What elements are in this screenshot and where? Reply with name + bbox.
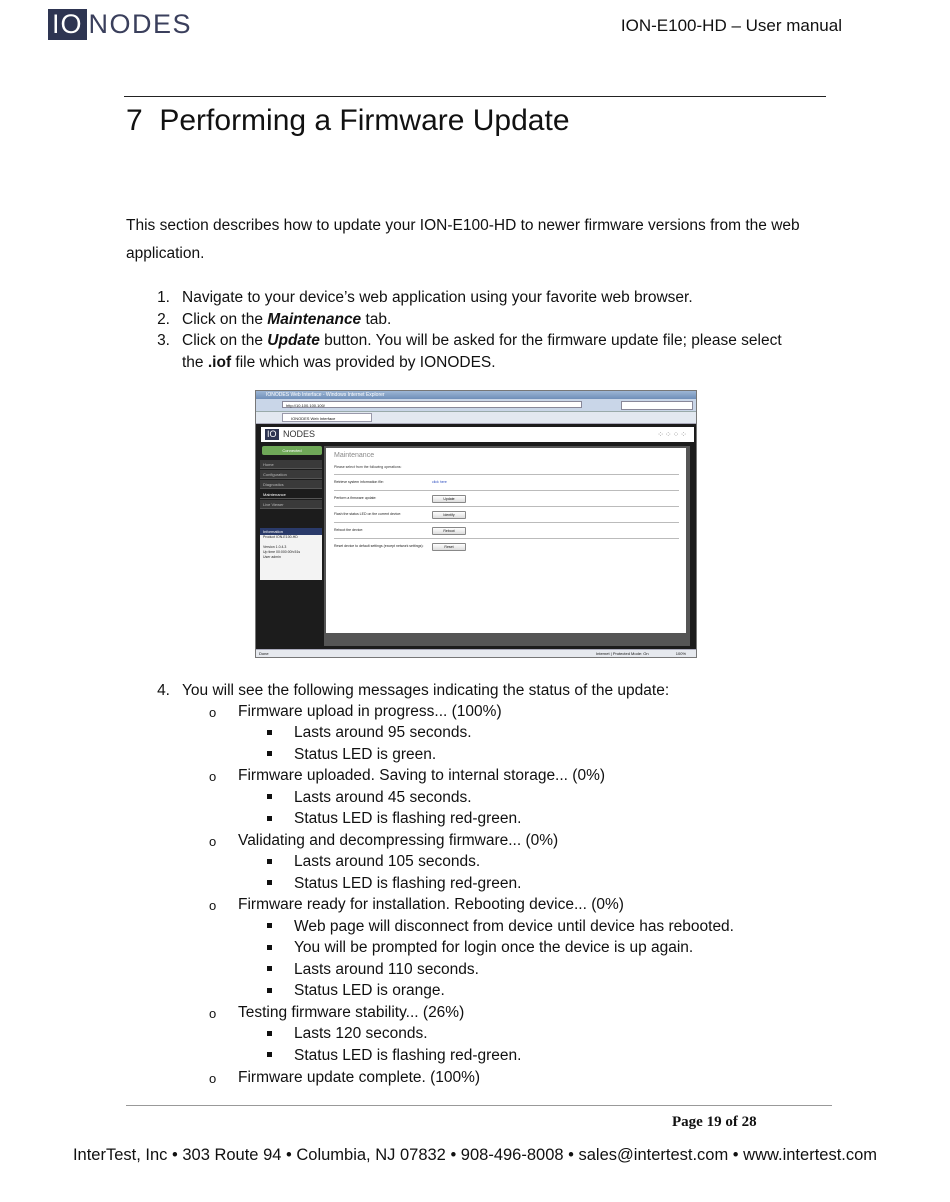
browser-tabbar xyxy=(256,412,696,424)
step-text-post: button. You will be asked for the firmware update file; please select xyxy=(319,332,782,349)
info-line: Product ION-E100-HD xyxy=(263,535,298,539)
maintenance-row xyxy=(334,474,679,490)
square-bullet-icon xyxy=(267,880,272,885)
step-text: Navigate to your device’s web application using your favorite web browser. xyxy=(182,289,693,306)
app-area xyxy=(256,424,696,649)
square-bullet-icon xyxy=(267,966,272,971)
row-label: Reset device to default settings (except network settings): xyxy=(334,544,424,548)
row-label: Flash the status LED on the current device: xyxy=(334,512,402,516)
step-text-pre: Click on the xyxy=(182,332,268,349)
app-logo-text: NODES xyxy=(283,429,316,439)
section-heading xyxy=(126,104,570,138)
update-button: Update xyxy=(432,495,466,503)
document-title: ION-E100-HD – User manual xyxy=(620,16,842,35)
info-line: Up time 00:000:00h:51s xyxy=(263,550,301,554)
circle-bullet-icon: o xyxy=(209,1006,217,1021)
app-sidebar xyxy=(260,446,322,646)
message-detail: You will be prompted for login once the device is up again. xyxy=(294,939,694,956)
app-logo-box: IO xyxy=(267,429,277,439)
square-bullet-icon xyxy=(267,730,272,735)
message-detail: Lasts around 110 seconds. xyxy=(294,961,479,978)
click-here-link: click here xyxy=(432,480,447,484)
footer-divider xyxy=(126,1105,832,1106)
circle-bullet-icon: o xyxy=(209,834,217,849)
page-number: Page 19 of 28 xyxy=(672,1114,757,1130)
maintenance-row xyxy=(334,522,679,538)
square-bullet-icon xyxy=(267,794,272,799)
nav-maintenance: Maintenance xyxy=(260,490,322,499)
circle-bullet-icon: o xyxy=(209,769,217,784)
message-detail: Lasts around 45 seconds. xyxy=(294,789,472,806)
message-detail: Lasts around 95 seconds. xyxy=(294,724,472,741)
info-box xyxy=(260,528,322,580)
maintenance-row xyxy=(334,506,679,522)
square-bullet-icon xyxy=(267,859,272,864)
step-2 xyxy=(154,309,834,331)
app-main xyxy=(324,446,690,646)
message-detail: Status LED is orange. xyxy=(294,982,445,999)
step-text xyxy=(182,309,391,331)
status-message: Validating and decompressing firmware... (0%) xyxy=(238,832,559,849)
logo-box: IO xyxy=(48,9,87,40)
message-detail: Lasts 120 seconds. xyxy=(294,1025,428,1042)
message-detail: Web page will disconnect from device until device has rebooted. xyxy=(294,918,734,935)
circle-bullet-icon: o xyxy=(209,1071,217,1086)
step-bold: .iof xyxy=(207,353,232,371)
message-detail: Status LED is green. xyxy=(294,746,437,763)
maintenance-row xyxy=(334,538,679,554)
company-footer: InterTest, Inc • 303 Route 94 • Columbia, NJ 07832 • 908-496-8008 • sales@intertest.com • www.intertest.com xyxy=(72,1146,878,1164)
connected-badge: Connected xyxy=(262,446,322,455)
nav-home: Home xyxy=(260,460,322,469)
message-detail: Status LED is flashing red-green. xyxy=(294,875,522,892)
step-4 xyxy=(154,680,834,702)
message-detail: Status LED is flashing red-green. xyxy=(294,810,522,827)
browser-addressbar xyxy=(256,399,696,412)
step-3 xyxy=(154,330,834,373)
circle-bullet-icon: o xyxy=(209,705,217,720)
status-text: Done xyxy=(259,651,269,656)
status-message: Firmware uploaded. Saving to internal storage... (0%) xyxy=(238,767,606,784)
browser-tab: IONODES Web Interface xyxy=(282,413,372,422)
status-zoom: 100% xyxy=(675,651,686,656)
section-title: Performing a Firmware Update xyxy=(159,104,570,137)
square-bullet-icon xyxy=(267,816,272,821)
browser-search-field xyxy=(621,401,693,410)
square-bullet-icon xyxy=(267,1052,272,1057)
status-message: Firmware upload in progress... (100%) xyxy=(238,703,502,720)
step-text-line2-pre: the xyxy=(182,353,208,371)
step-number: 1. xyxy=(157,289,170,306)
step-emphasis: Update xyxy=(267,332,320,349)
step-text-line2-post: file which was provided by IONODES. xyxy=(231,353,496,371)
app-decoration: ⁘⁘⁘⁘ xyxy=(657,430,688,439)
info-line: Version 1.0.4.3 xyxy=(263,545,287,549)
step-text: You will see the following messages indicating the status of the update: xyxy=(182,682,670,699)
square-bullet-icon xyxy=(267,1031,272,1036)
square-bullet-icon xyxy=(267,988,272,993)
message-detail: Status LED is flashing red-green. xyxy=(294,1047,522,1064)
section-number: 7 xyxy=(126,104,143,137)
step-number: 3. xyxy=(157,332,170,349)
reboot-button: Reboot xyxy=(432,527,466,535)
identify-button: Identify xyxy=(432,511,466,519)
square-bullet-icon xyxy=(267,923,272,928)
message-detail: Lasts around 105 seconds. xyxy=(294,853,481,870)
square-bullet-icon xyxy=(267,945,272,950)
nav-diagnostics: Diagnostics xyxy=(260,480,322,489)
info-title: Information xyxy=(260,528,322,535)
panel-title: Maintenance xyxy=(334,452,375,459)
step-text-pre: Click on the xyxy=(182,310,268,328)
header-divider xyxy=(124,96,826,97)
reset-button: Reset xyxy=(432,543,466,551)
browser-statusbar xyxy=(256,649,696,657)
status-zone: Internet | Protected Mode: On xyxy=(596,651,649,656)
nav-live-viewer: Live Viewer xyxy=(260,500,322,509)
row-label: Reboot the device: xyxy=(334,528,364,532)
step-1 xyxy=(154,287,834,309)
step-text-post: tab. xyxy=(361,310,392,328)
web-interface-screenshot xyxy=(255,390,697,658)
panel-subtitle: Please select from the following operations: xyxy=(334,465,402,469)
ionodes-logo xyxy=(48,8,192,40)
row-label: Retrieve system information file: xyxy=(334,480,384,484)
step-emphasis: Maintenance xyxy=(267,310,362,328)
intro-paragraph: This section describes how to update your ION-E100-HD to newer firmware versions from the web application. xyxy=(126,217,800,262)
status-message: Firmware ready for installation. Rebooting device... (0%) xyxy=(238,896,624,913)
status-message: Firmware update complete. (100%) xyxy=(238,1069,481,1086)
step-number: 4. xyxy=(157,682,170,699)
app-logo-bar xyxy=(261,427,694,442)
browser-titlebar: IONODES Web Interface - Windows Internet Explorer xyxy=(256,391,696,399)
address-field: http://10.100.100.100/ xyxy=(282,401,582,408)
square-bullet-icon xyxy=(267,751,272,756)
step-number: 2. xyxy=(157,310,170,328)
maintenance-row xyxy=(334,490,679,506)
status-message: Testing firmware stability... (26%) xyxy=(238,1004,465,1021)
row-label: Perform a firmware update: xyxy=(334,496,377,500)
info-line: User admin xyxy=(263,555,281,559)
nav-configuration: Configuration xyxy=(260,470,322,479)
step-text xyxy=(182,330,782,373)
logo-text: NODES xyxy=(88,8,193,39)
circle-bullet-icon: o xyxy=(209,898,217,913)
maintenance-panel xyxy=(326,448,686,633)
